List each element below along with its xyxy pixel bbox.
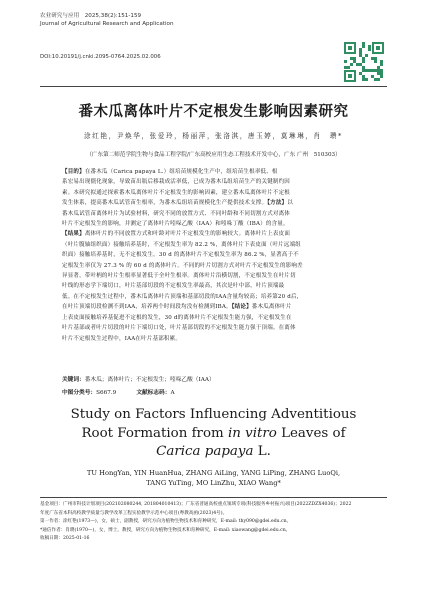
footnote-divider: [40, 497, 387, 498]
qr-module: [344, 60, 347, 63]
clc-label: 中图分类号：: [62, 390, 97, 396]
keywords-label: 关键词：: [62, 377, 85, 383]
classification: [62, 387, 175, 396]
abstract-label-conclusion: 【结论】: [231, 304, 252, 311]
title-en-italic: in vitro: [227, 425, 277, 441]
abstract-line: 叶片不定根发生的影响，并测定了离体叶片吲哚乙酸（IAA）和吲哚丁酸（IBA）的含量。: [62, 221, 289, 228]
qr-module: [380, 75, 383, 78]
abstract-line: 离体叶片的不同放置方式和叶龄对叶片不定根发生的影响较大。离体叶片上表皮面: [84, 231, 291, 238]
footnote-corresponding-author: *通信作者：肖瓒(1970—)，女，博士，教授，研究方向为植物生物技术和育种研究，E-mail: xiaowang@gdei.edu.cn。: [40, 527, 291, 533]
footnote-fund-cont: 年度广东省本科高校教学质量与教学改革工程实验教学示范中心项目(粤教高函(2023)4号)。: [40, 510, 228, 516]
abstract-line: 异显著，带叶柄的叶片生根率显著低于全叶生根率。离体叶片沿横切割，不定根发生在叶片切: [62, 273, 296, 280]
doc-code-value: A: [170, 390, 175, 396]
article-title-cn: 番木瓜离体叶片不定根发生影响因素研究: [78, 104, 349, 120]
abstract-line: 素。本研究拟通过探索番木瓜离体叶片不定根发生的影响因素，建立番木瓜离体叶片不定根: [62, 189, 291, 196]
abstract-line: 番木瓜离体叶片: [251, 304, 292, 311]
qr-module: [377, 78, 380, 81]
qr-module: [368, 48, 371, 51]
footnote-received-date: 收稿日期：2025-01-16: [40, 536, 90, 542]
footnotes: [40, 501, 387, 544]
authors-en-line: TU HongYan, YIN HuanHua, ZHANG AiLing, YANG LiPing, ZHANG LuoQi,: [86, 469, 341, 477]
qr-module: [374, 60, 377, 63]
abstract-line: 在番木瓜（Carica papaya L.）组培苗规模化生产中，组培苗生根率低、根: [84, 169, 278, 175]
authors-en: [0, 468, 427, 489]
qr-module: [365, 78, 368, 81]
abstract-line: 发生体系，提高番木瓜试管苗生根率，为番木瓜组培苗规模化生产提供技术支撑。: [62, 200, 268, 207]
qr-finder-icon: [344, 70, 356, 82]
journal-header: [40, 12, 174, 29]
affiliation-cn: （广东第二师范学院生物与食品工程学院/广东高校应用生态工程技术开发中心，广东 广州 510303）: [86, 152, 341, 158]
authors-en-line: TANG YuTing, MO LinZhu, XIAO Wang*: [146, 479, 281, 488]
title-en-line: Study on Factors Influencing Adventitious: [70, 407, 357, 422]
title-en-text: L.: [253, 444, 271, 460]
qr-module: [350, 63, 353, 66]
keywords-text: 番木瓜；离体叶片；不定根发生；吲哚乙酸（IAA）: [84, 377, 215, 383]
abstract-line: 在叶片顶端切段检测不到IAA，培养两个时间段均没有检测到IBA。: [62, 304, 232, 311]
abstract-label-result: 【结果】: [62, 231, 85, 238]
qr-module: [365, 54, 368, 57]
qr-finder-icon: [344, 42, 356, 54]
qr-finder-icon: [372, 42, 384, 54]
abstract-label-aim: 【目的】: [62, 169, 85, 175]
footnote-fund: 基金项目：广州市科技计划项目(202102080244, 201804010413)；广东省普通高校重点领域专项(科技服务乡村振兴)项目(2022ZDZX4036)；2022: [40, 502, 352, 507]
qr-module: [362, 60, 365, 63]
clc-value: S667.9: [96, 390, 117, 396]
abstract-cn: [62, 167, 365, 344]
abstract-label-method: 【方法】: [267, 200, 288, 207]
title-en-italic: Carica papaya: [156, 444, 254, 460]
article-title-en: [0, 406, 427, 462]
title-en-text: Root Formation from: [81, 425, 228, 441]
abstract-line: 以: [287, 200, 293, 207]
abstract-line: 织面）接触培养基时，无不定根发生。30 d 的离体叶片不定根发生率为 86.2 %，显著高于不: [62, 252, 299, 259]
abstract-line: 定根发生率仅为 27.3 % 的 60 d 的离体叶片。不同的叶片切割方式对叶片不定根发生的影响差: [62, 262, 303, 269]
abstract-line: 叶片基部或者叶片切段的叶片下端切口处，叶片基部切段的不定根发生能力强于顶端。在离体: [62, 325, 296, 332]
doi-line: DOI:10.20191/j.cnki.2095-0764.2025.02.006: [40, 54, 161, 60]
journal-citation-cn: 农业研究与应用 2025,38(2):151-159: [40, 13, 142, 19]
abstract-line: 叶片不定根发生过程中，IAA在叶片基部积累。: [62, 335, 182, 342]
abstract-line: 上表皮面接触培养基促进不定根的发生，30 d的离体叶片不定根发生能力强，不定根发生在: [62, 314, 292, 321]
header-divider: [40, 86, 387, 87]
keywords: [62, 375, 365, 385]
qr-module: [380, 63, 383, 66]
doc-code-label: 文献标志码：: [136, 390, 171, 396]
footnote-first-author: 第一作者：涂红艳(1973—)，女，硕士，副教授，研究方向为植物生物技术和育种研究，E-mail: thy090@gdei.edu.cn。: [40, 519, 292, 525]
abstract-line: 番木瓜试管苗离体叶片为试验材料，研究不同的放置方式、不同叶龄和不同切割方式对离体: [62, 210, 291, 217]
qr-module: [362, 45, 365, 48]
authors-cn: 涂红艳，尹焕华，张爱玲，杨丽萍，张洛淇，唐玉婷，莫琳琳，肖 瓒*: [84, 132, 343, 140]
title-en-text: Leaves of: [276, 425, 346, 441]
qr-module: [347, 66, 350, 69]
journal-name-en: Journal of Agricultural Research and Application: [40, 21, 174, 28]
abstract-line: 系宏易出现僵化现象，导致苗出瓶后移栽成活率低，已成为番木瓜组培苗生产的关键制约因: [62, 179, 291, 186]
abstract-line: 叶线的形态学下端切口，叶片基部切段的不定根发生率最高，其次是叶中部，叶片顶端最: [62, 283, 285, 290]
qr-code-icon: [344, 42, 384, 82]
abstract-line: （叶片腹轴组织面）接触培养基时，不定根发生率为 82.2 %，离体叶片下表皮面（叶片远端组: [62, 241, 301, 248]
abstract-line: 低。在不定根发生过程中，番木瓜离体叶片顶端和基部切段的IAA含量均较高；培养第20 d后，: [62, 293, 303, 300]
